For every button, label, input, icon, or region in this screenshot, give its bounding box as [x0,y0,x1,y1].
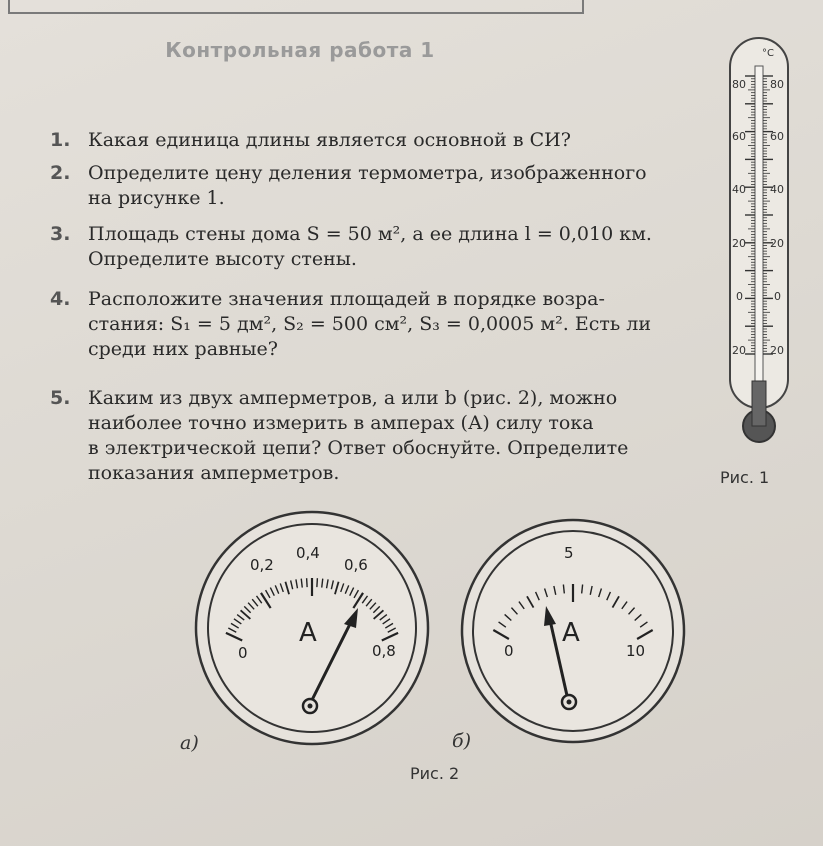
question-number: 3. [50,223,71,245]
question-line: Площадь стены дома S = 50 м², а ее длина l = 0,010 км. [88,223,652,245]
top-frame [8,0,584,14]
question-1 [50,128,700,153]
question-line: Каким из двух амперметров, a или b (рис. 2), можно [88,387,618,409]
scale-tick [582,585,583,594]
thermo-label-right: 40 [770,183,784,196]
thermo-label-right: 20 [770,344,784,357]
scale-tick [307,578,308,587]
scale-tick [317,578,318,587]
thermo-label-left: 20 [732,237,746,250]
thermo-label-left: 20 [732,344,746,357]
ammeter-b [458,516,688,746]
question-number: 4. [50,288,71,310]
ammeter-a [192,508,432,748]
question-line: наиболее точно измерить в амперах (А) силу тока [88,412,594,434]
thermo-label-right: 60 [770,130,784,143]
question-number: 1. [50,129,71,151]
ammeter-a-caption: а) [180,732,199,754]
thermometer-capillary [755,66,763,386]
thermo-label-left: 80 [732,78,746,91]
question-line: среди них равные? [88,338,278,360]
ammeter-a-label-0-2: 0,2 [250,556,274,574]
thermometer-figure [718,36,802,456]
question-line: Расположите значения площадей в порядке возра- [88,288,605,310]
scale-tick [563,585,564,594]
question-line: Какая единица длины является основной в СИ? [88,129,571,151]
figure-2-caption: Рис. 2 [410,764,460,783]
ammeter-b-label-5: 5 [564,544,574,562]
question-line: стания: S₁ = 5 дм², S₂ = 500 см², S₃ = 0,0005 м². Есть ли [88,313,651,335]
ammeter-b-caption: б) [452,730,472,752]
ammeter-a-label-0-6: 0,6 [344,556,368,574]
ammeter-b-label-0: 0 [504,642,514,660]
question-3 [50,222,700,272]
figure-1-caption: Рис. 1 [720,468,770,487]
question-2 [50,161,700,211]
page-title: Контрольная работа 1 [165,38,435,62]
question-5 [50,386,700,486]
thermo-label-left: 0 [736,290,743,303]
ammeter-a-unit: A [299,618,317,648]
question-line: показания амперметров. [88,462,340,484]
thermo-label-left: 60 [732,130,746,143]
question-line: Определите высоту стены. [88,248,357,270]
thermometer-unit: °C [762,48,774,59]
ammeter-a-label-0: 0 [238,644,248,662]
question-4 [50,287,700,362]
thermo-label-right: 80 [770,78,784,91]
thermo-label-right: 20 [770,237,784,250]
ammeter-b-unit: A [562,618,580,648]
ammeter-a-label-0-8: 0,8 [372,642,396,660]
thermo-label-left: 40 [732,183,746,196]
thermo-label-right: 0 [774,290,781,303]
ammeter-b-label-10: 10 [626,642,646,660]
question-number: 2. [50,162,71,184]
ammeter-a-label-0-4: 0,4 [296,544,320,562]
question-number: 5. [50,387,71,409]
question-line: на рисунке 1. [88,187,225,209]
question-line: в электрической цепи? Ответ обоснуйте. Определите [88,437,629,459]
question-line: Определите цену деления термометра, изображенного [88,162,647,184]
